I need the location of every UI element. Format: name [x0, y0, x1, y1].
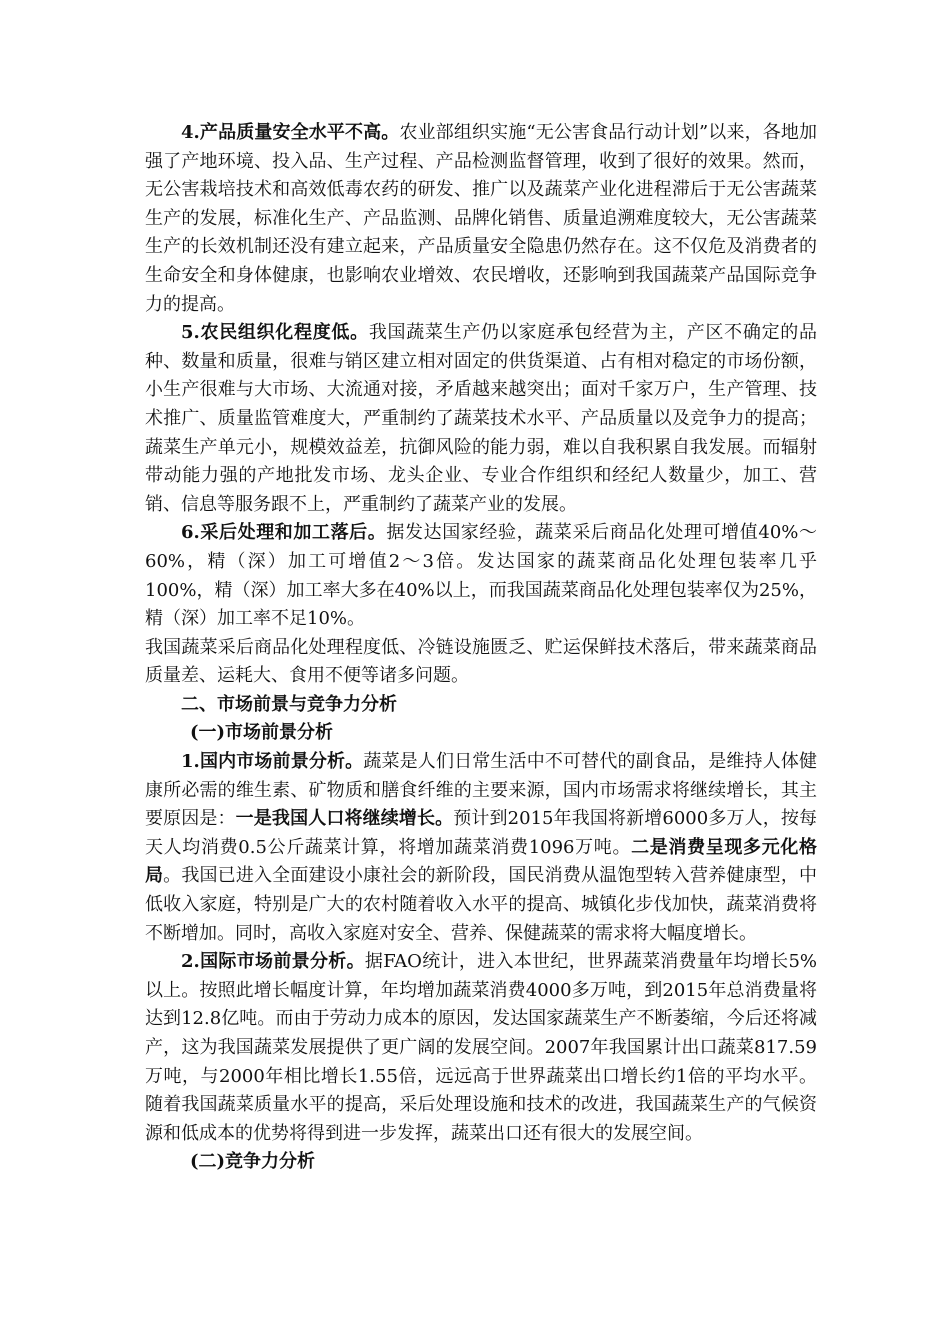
paragraph-international-market [145, 948, 817, 1148]
paragraph-text: 蔬菜是人们日常生活中不可替代的副食品，是维持人体健康所必需的维生素、矿物质和膳食纤维的主要来源，国内市场需求将继续增长，其主要原因是： [145, 751, 817, 830]
subsection-heading-competitiveness: (二)竞争力分析 [190, 1151, 316, 1173]
section-heading: 二、市场前景与竞争力分析 [181, 693, 397, 715]
paragraph-text: 据发达国家经验，蔬菜采后商品化处理可增值40%～60%，精（深）加工可增值2～3倍。发达国家的蔬菜商品化处理包装率几乎100%，精（深）加工率大多在40%以上，而我国蔬菜商品化处理包装率仅为25%，精（深）加工率不足10%。 [145, 522, 817, 630]
paragraph-lead: 1.国内市场前景分析。 [181, 751, 364, 773]
paragraph-lead: 6.采后处理和加工落后。 [181, 522, 387, 544]
document-body [145, 119, 817, 1177]
bold-point-population: 一是我国人口将继续增长。 [235, 808, 454, 830]
paragraph-lead: 4.产品质量安全水平不高。 [181, 122, 400, 143]
paragraph-text: 。我国已进入全面建设小康社会的新阶段，国民消费从温饱型转入营养健康型，中低收入家庭，特别是广大的农村随着收入水平的提高、城镇化步伐加快，蔬菜消费将不断增加。同时，高收入家庭对安全、营养、保健蔬菜的需求将大幅度增长。 [145, 865, 818, 944]
paragraph-quality-safety [145, 119, 817, 319]
bold-point-diversification: 二是消费呈现多元化格局 [145, 836, 818, 887]
paragraph-farmer-organization [145, 319, 817, 519]
paragraph-text: 据FAO统计，进入本世纪，世界蔬菜消费量年均增长5%以上。按照此增长幅度计算，年均增加蔬菜消费4000多万吨，到2015年总消费量将达到12.8亿吨。而由于劳动力成本的原因，发达国家蔬菜生产不断萎缩，今后还将减产，这为我国蔬菜发展提供了更广阔的发展空间。2007年我国累计出口蔬菜817.59万吨，与2000年相比增长1.55倍，远远高于世界蔬菜出口增长约1倍的平均水平。随着我国蔬菜质量水平的提高，采后处理设施和技术的改进，我国蔬菜生产的气候资源和低成本的优势将得到进一步发挥，蔬菜出口还有很大的发展空间。 [145, 951, 817, 1144]
paragraph-lead: 2.国际市场前景分析。 [181, 951, 365, 973]
paragraph-post-harvest [145, 519, 817, 633]
paragraph-text: 农业部组织实施“无公害食品行动计划”以来，各地加强了产地环境、投入品、生产过程、产品检测监督管理，收到了很好的效果。然而，无公害栽培技术和高效低毒农药的研发、推广以及蔬菜产业化进程滞后于无公害蔬菜生产的发展，标准化生产、产品监测、品牌化销售、质量追溯难度较大，无公害蔬菜生产的长效机制还没有建立起来，产品质量安全隐患仍然存在。这不仅危及消费者的生命安全和身体健康，也影响农业增效、农民增收，还影响到我国蔬菜产品国际竞争力的提高。 [145, 122, 817, 315]
paragraph-lead: 5.农民组织化程度低。 [181, 322, 369, 344]
paragraph-text: 我国蔬菜生产仍以家庭承包经营为主，产区不确定的品种、数量和质量，很难与销区建立相对固定的供货渠道、占有相对稳定的市场份额，小生产很难与大市场、大流通对接，矛盾越来越突出；面对千家万户，生产管理、技术推广、质量监管难度大，严重制约了蔬菜技术水平、产品质量以及竞争力的提高；蔬菜生产单元小，规模效益差，抗御风险的能力弱，难以自我积累自我发展。而辐射带动能力强的产地批发市场、龙头企业、专业合作组织和经纪人数量少，加工、营销、信息等服务跟不上，严重制约了蔬菜产业的发展。 [145, 322, 817, 515]
subsection-heading-market-outlook: (一)市场前景分析 [190, 722, 334, 744]
paragraph-domestic-market [145, 748, 817, 948]
paragraph-post-harvest-continued: 我国蔬菜采后商品化处理程度低、冷链设施匮乏、贮运保鲜技术落后，带来蔬菜商品质量差、运耗大、食用不便等诸多问题。 [145, 636, 817, 687]
paragraph-text: 预计到2015年我国将新增6000多万人，按每天人均消费0.5公斤蔬菜计算，将增加蔬菜消费1096万吨。 [145, 808, 818, 858]
